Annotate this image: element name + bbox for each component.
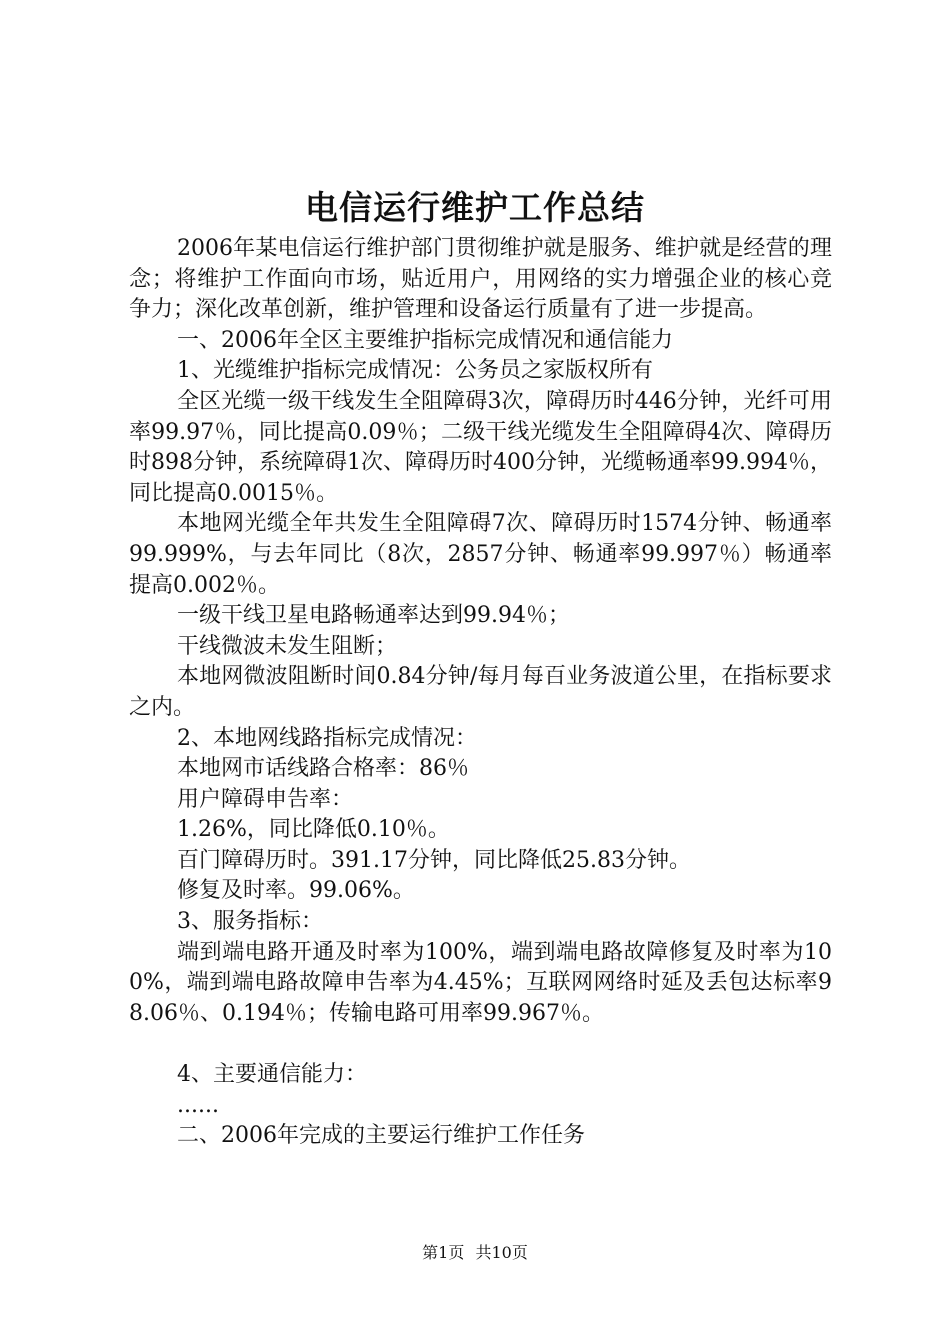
page-footer xyxy=(0,1242,950,1264)
section-heading-1: 一、2006年全区主要维护指标完成情况和通信能力 xyxy=(177,327,673,353)
blank-line xyxy=(129,1029,832,1060)
subsection-heading-1-3: 3、服务指标： xyxy=(177,909,323,935)
document-body xyxy=(129,234,832,1152)
paragraph-microwave-trunk: 干线微波未发生阻断； xyxy=(177,633,398,659)
subsection-heading-1-4: 4、主要通信能力： xyxy=(177,1062,367,1088)
paragraph-local-microwave: 本地网微波阻断时间0.84分钟/每月每百业务波道公里，在指标要求之内。 xyxy=(129,664,832,720)
subsection-heading-1-2: 2、本地网线路指标完成情况： xyxy=(177,725,477,751)
paragraph-satellite: 一级干线卫星电路畅通率达到99.94％； xyxy=(177,603,570,629)
paragraph-local-network-cable: 本地网光缆全年共发生全阻障碍7次、障碍历时1574分钟、畅通率99.999%，与去年同比（8次，2857分钟、畅通率99.997％）畅通率提高0.002％。 xyxy=(129,511,832,598)
paragraph-line-pass-rate: 本地网市话线路合格率：86％ xyxy=(177,756,469,782)
paragraph-intro: 2006年某电信运行维护部门贯彻维护就是服务、维护就是经营的理念；将维护工作面向市场，贴近用户，用网络的实力增强企业的核心竞争力；深化改革创新，维护管理和设备运行质量有了进一步提高。 xyxy=(129,236,832,323)
paragraph-optical-cable-trunk: 全区光缆一级干线发生全阻障碍3次，障碍历时446分钟，光纤可用率99.97％，同比提高0.09％；二级干线光缆发生全阻障碍4次、障碍历时898分钟，系统障碍1次、障碍历时400分钟，光缆畅通率99.994％，同比提高0.0015％。 xyxy=(129,388,832,506)
paragraph-repair-timeliness: 修复及时率。99.06%。 xyxy=(177,878,415,904)
paragraph-service-indicators: 端到端电路开通及时率为100%，端到端电路故障修复及时率为100%，端到端电路故障申告率为4.45%；互联网网络时延及丢包达标率98.06％、0.194％；传输电路可用率99.967％。 xyxy=(129,939,832,1026)
paragraph-fault-duration: 百门障碍历时。391.17分钟，同比降低25.83分钟。 xyxy=(177,847,691,873)
paragraph-fault-report-rate-value: 1.26%，同比降低0.10％。 xyxy=(177,817,450,843)
paragraph-fault-report-rate-label: 用户障碍申告率： xyxy=(177,786,354,812)
page-total: 共10页 xyxy=(475,1243,528,1262)
section-heading-2: 二、2006年完成的主要运行维护工作任务 xyxy=(177,1123,585,1149)
page-number: 第1页 xyxy=(422,1243,465,1262)
ellipsis: ...... xyxy=(177,1092,219,1118)
subsection-heading-1-1: 1、光缆维护指标完成情况：公务员之家版权所有 xyxy=(177,358,653,384)
document-title: 电信运行维护工作总结 xyxy=(305,188,645,227)
